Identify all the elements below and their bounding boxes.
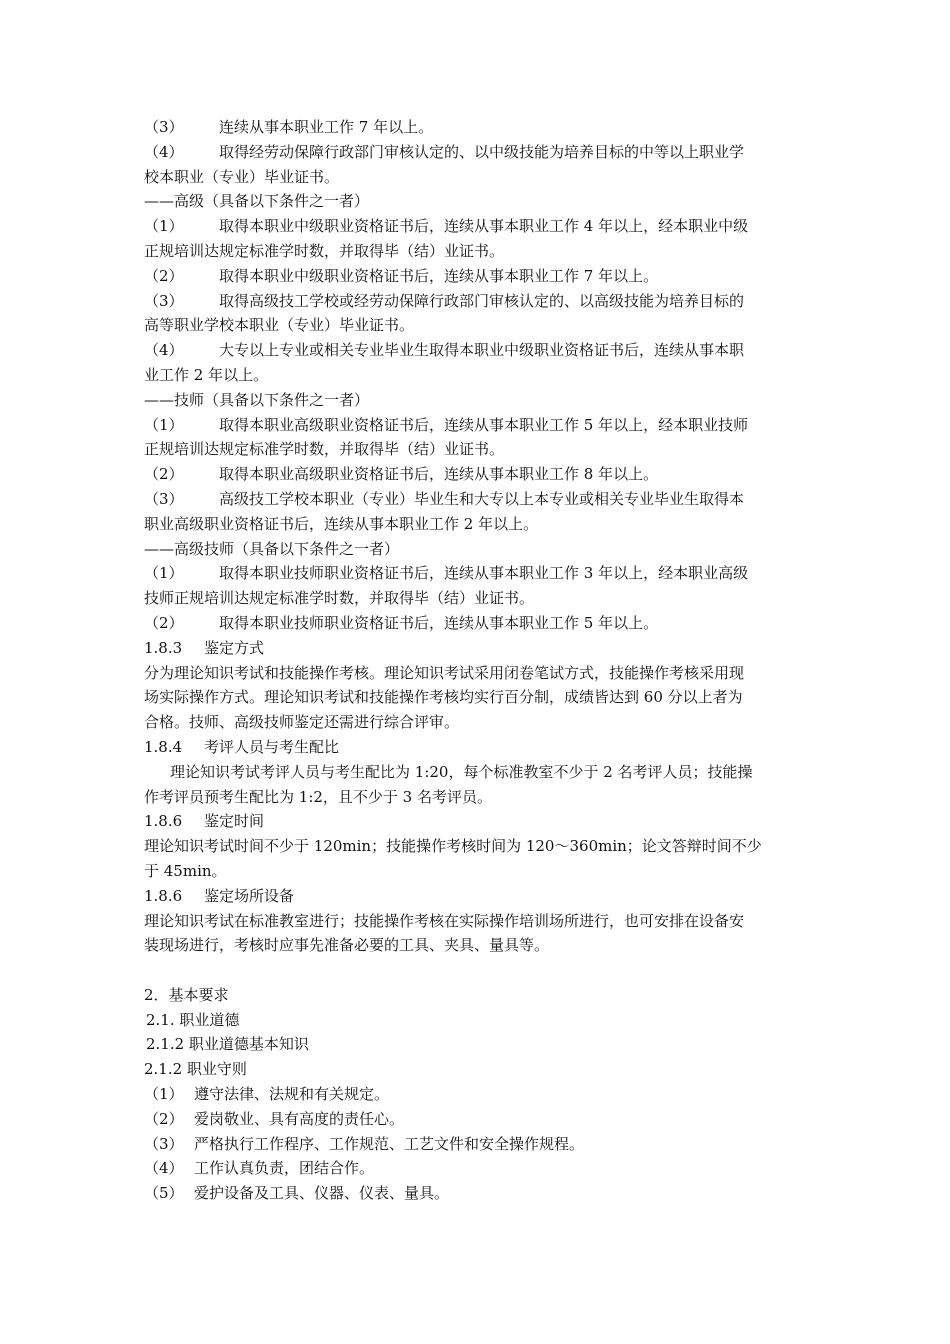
item-number: （5） <box>144 1184 184 1203</box>
text-line <box>144 437 814 462</box>
text-line <box>144 661 814 686</box>
text-line <box>144 685 814 710</box>
line-text: 取得高级技工学校或经劳动保障行政部门审核认定的、以高级技能为培养目标的 <box>219 291 745 310</box>
text-line <box>144 1057 814 1082</box>
line-text: 2.1.2 职业守则 <box>144 1060 247 1079</box>
item-number: （2） <box>144 613 184 632</box>
item-number: （3） <box>144 1134 184 1153</box>
item-number: （2） <box>144 266 184 285</box>
item-number: （3） <box>144 489 184 508</box>
text-line <box>144 1107 814 1132</box>
text-line <box>144 1132 814 1157</box>
line-text: 于 45min。 <box>144 861 227 880</box>
text-line <box>144 884 814 909</box>
line-text: 理论知识考试考评人员与考生配比为 1:20，每个标准教室不少于 2 名考评人员；技能操 <box>170 762 753 781</box>
line-text: 2.1. 职业道德 <box>146 1010 240 1029</box>
section-number: 1.8.3 <box>144 638 183 657</box>
section-number: 1.8.6 <box>144 812 183 831</box>
item-number: （2） <box>144 1109 184 1128</box>
item-number: （3） <box>144 118 184 136</box>
item-number: （4） <box>144 1159 184 1178</box>
line-text: 取得本职业技师职业资格证书后，连续从事本职业工作 5 年以上。 <box>219 613 659 632</box>
line-text: 正规培训达规定标准学时数，并取得毕（结）业证书。 <box>144 440 505 459</box>
text-line <box>144 785 814 810</box>
line-text: 场实际操作方式。理论知识考试和技能操作考核均实行百分制，成绩皆达到 60 分以上者为 <box>144 688 743 707</box>
line-text: 取得本职业中级职业资格证书后，连续从事本职业工作 4 年以上，经本职业中级 <box>219 217 749 236</box>
text-line <box>144 289 814 314</box>
section-number: 1.8.6 <box>144 886 183 905</box>
line-text: 正规培训达规定标准学时数，并取得毕（结）业证书。 <box>144 241 505 260</box>
text-line <box>144 710 814 735</box>
line-text: 职业高级职业资格证书后，连续从事本职业工作 2 年以上。 <box>144 514 539 533</box>
line-text: 取得本职业中级职业资格证书后，连续从事本职业工作 7 年以上。 <box>219 266 659 285</box>
text-line <box>144 413 814 438</box>
line-text: 校本职业（专业）毕业证书。 <box>144 167 340 186</box>
text-line <box>144 561 814 586</box>
text-line <box>144 239 814 264</box>
line-text: 分为理论知识考试和技能操作考核。理论知识考试采用闭卷笔试方式，技能操作考核采用现 <box>144 663 745 682</box>
line-text: 连续从事本职业工作 7 年以上。 <box>219 118 434 136</box>
text-line <box>144 140 814 165</box>
text-line <box>144 909 814 934</box>
item-number: （3） <box>144 291 184 310</box>
line-text: 大专以上专业或相关专业毕业生取得本职业中级职业资格证书后，连续从事本职 <box>219 341 745 360</box>
text-line <box>144 1156 814 1181</box>
text-line <box>144 189 814 214</box>
line-text: 鉴定方式 <box>204 638 265 657</box>
text-line <box>144 933 814 958</box>
text-line <box>144 1181 814 1206</box>
line-text: 高级技工学校本职业（专业）毕业生和大专以上本专业或相关专业毕业生取得本 <box>219 489 745 508</box>
text-line <box>144 859 814 884</box>
text-line <box>144 264 814 289</box>
text-line <box>144 1082 814 1107</box>
line-text: 爱护设备及工具、仪器、仪表、量具。 <box>194 1184 450 1203</box>
item-number: （4） <box>144 341 184 360</box>
text-line <box>144 1032 814 1057</box>
item-number: （1） <box>144 217 184 236</box>
text-line <box>144 1008 814 1033</box>
text-line <box>144 115 814 140</box>
line-text: 鉴定场所设备 <box>204 886 295 905</box>
item-number: （1） <box>144 564 184 583</box>
line-text: 理论知识考试在标准教室进行；技能操作考核在实际操作培训场所进行，也可安排在设备安 <box>144 911 745 930</box>
line-text: 鉴定时间 <box>204 812 265 831</box>
text-line <box>144 760 814 785</box>
line-text: 高等职业学校本职业（专业）毕业证书。 <box>144 316 415 335</box>
line-text: 2．基本要求 <box>144 985 229 1004</box>
line-text: ——高级（具备以下条件之一者） <box>144 192 370 211</box>
text-line <box>144 611 814 636</box>
line-text: ——技师（具备以下条件之一者） <box>144 390 370 409</box>
line-text: ——高级技师（具备以下条件之一者） <box>144 539 400 558</box>
text-line <box>144 313 814 338</box>
line-text: 取得经劳动保障行政部门审核认定的、以中级技能为培养目标的中等以上职业学 <box>219 142 745 161</box>
text-line <box>144 735 814 760</box>
line-text: 工作认真负责，团结合作。 <box>194 1159 375 1178</box>
line-text: 爱岗敬业、具有高度的责任心。 <box>194 1109 405 1128</box>
item-number: （2） <box>144 465 184 484</box>
line-text: 取得本职业高级职业资格证书后，连续从事本职业工作 8 年以上。 <box>219 465 659 484</box>
line-text: 考评人员与考生配比 <box>204 737 340 756</box>
item-number: （4） <box>144 142 184 161</box>
text-line <box>144 636 814 661</box>
line-text: 遵守法律、法规和有关规定。 <box>194 1085 390 1104</box>
text-line <box>144 214 814 239</box>
text-line <box>144 983 814 1008</box>
line-text: 理论知识考试时间不少于 120min；技能操作考核时间为 120～360min；论文答辩时间不少 <box>144 837 762 856</box>
document-page <box>144 115 814 1206</box>
text-line <box>144 388 814 413</box>
line-text: 严格执行工作程序、工作规范、工艺文件和安全操作规程。 <box>194 1134 585 1153</box>
line-text: 装现场进行，考核时应事先准备必要的工具、夹具、量具等。 <box>144 936 550 955</box>
line-text: 作考评员预考生配比为 1:2，且不少于 3 名考评员。 <box>144 787 492 806</box>
text-line <box>144 512 814 537</box>
line-text: 取得本职业技师职业资格证书后，连续从事本职业工作 3 年以上，经本职业高级 <box>219 564 749 583</box>
line-text: 技师正规培训达规定标准学时数，并取得毕（结）业证书。 <box>144 589 535 608</box>
item-number: （1） <box>144 415 184 434</box>
text-line <box>144 537 814 562</box>
text-line <box>144 363 814 388</box>
text-line <box>144 338 814 363</box>
text-line <box>144 487 814 512</box>
line-text: 合格。技师、高级技师鉴定还需进行综合评审。 <box>144 713 460 732</box>
text-line <box>144 462 814 487</box>
item-number: （1） <box>144 1085 184 1104</box>
text-line <box>144 586 814 611</box>
text-line <box>144 165 814 190</box>
text-line <box>144 809 814 834</box>
line-text: 2.1.2 职业道德基本知识 <box>146 1035 309 1054</box>
text-line <box>144 834 814 859</box>
blank-line <box>144 958 814 983</box>
line-text: 取得本职业高级职业资格证书后，连续从事本职业工作 5 年以上，经本职业技师 <box>219 415 749 434</box>
section-number: 1.8.4 <box>144 737 183 756</box>
line-text: 业工作 2 年以上。 <box>144 365 269 384</box>
